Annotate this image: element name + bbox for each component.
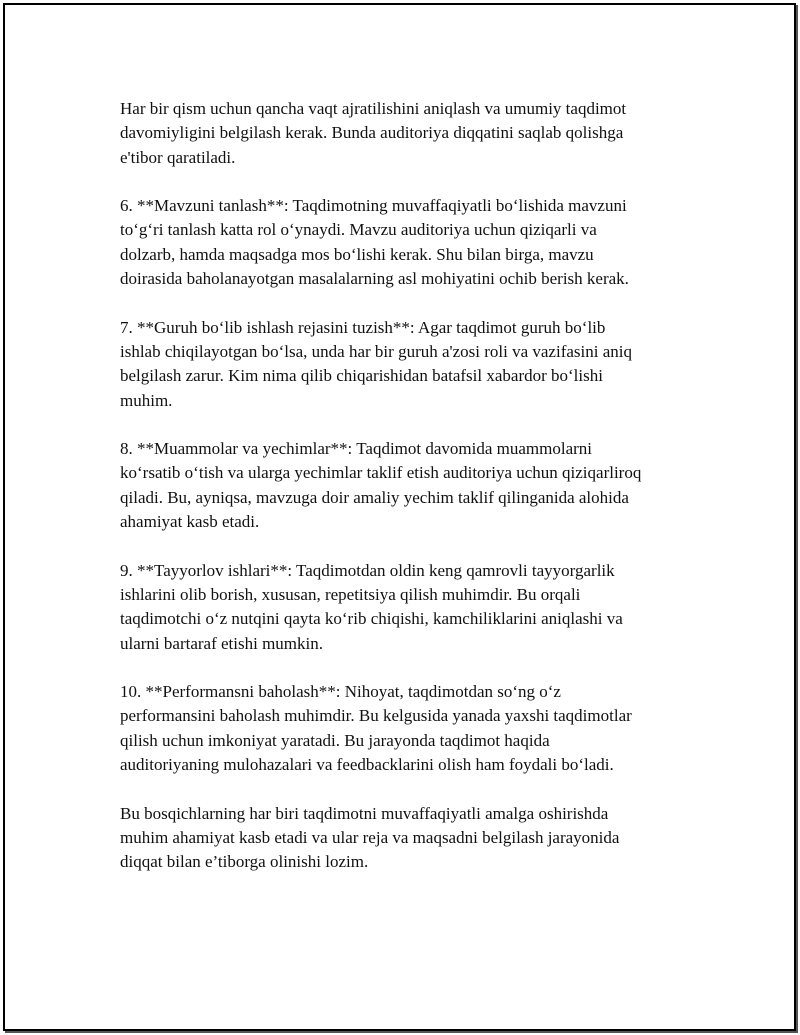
paragraph-intro: Har bir qism uchun qancha vaqt ajratilishini aniqlash va umumiy taqdimot davomiyligini belgilash kerak. Bunda auditoriya diqqatini saqlab qolishga e'tibor qaratiladi.: [120, 99, 627, 167]
paragraph-problems-solutions: 8. **Muammolar va yechimlar**: Taqdimot davomida muammolarni ko‘rsatib o‘tish va ularga yechimlar taklif etish auditoriya uchun qiziqarliroq qiladi. Bu, ayniqsa, mavzuga doir amaliy yechim taklif qilinganida alohida ahamiyat kasb etadi.: [120, 439, 642, 532]
paragraph-topic-selection: 6. **Mavzuni tanlash**: Taqdimotning muvaffaqiyatli bo‘lishida mavzuni to‘g‘ri tanlash katta rol o‘ynaydi. Mavzu auditoriya uchun qiziqarli va dolzarb, hamda maqsadga mos bo‘lishi kerak. Shu bilan birga, mavzu doirasida baholanayotgan masalalarning asl mohiyatini ochib berish kerak.: [120, 196, 629, 289]
page-frame: [3, 3, 796, 1031]
paragraph-group-plan: 7. **Guruh bo‘lib ishlash rejasini tuzish**: Agar taqdimot guruh bo‘lib ishlab chiqilayotgan bo‘lsa, unda har bir guruh a'zosi roli va vazifasini aniq belgilash zarur. Kim nima qilib chiqarishidan batafsil xabardor bo‘lishi muhim.: [120, 317, 632, 410]
paragraph-performance-evaluation: 10. **Performansni baholash**: Nihoyat, taqdimotdan so‘ng o‘z performansini baholash muhimdir. Bu kelgusida yanada yaxshi taqdimotlar qilish uchun imkoniyat yaratadi. Bu jarayonda taqdimot haqida auditoriyaning mulohazalari va feedbacklarini olish ham foydali bo‘ladi.: [120, 682, 632, 775]
document-body: [120, 97, 680, 899]
paragraph-conclusion: Bu bosqichlarning har biri taqdimotni muvaffaqiyatli amalga oshirishda muhim ahamiyat kasb etadi va ular reja va maqsadni belgilash jarayonida diqqat bilan e’tiborga olinishi lozim.: [120, 803, 620, 872]
paragraph-preparation: 9. **Tayyorlov ishlari**: Taqdimotdan oldin keng qamrovli tayyorgarlik ishlarini olib borish, xususan, repetitsiya qilish muhimdir. Bu orqali taqdimotchi o‘z nutqini qayta ko‘rib chiqishi, kamchiliklarini aniqlashi va ularni bartaraf etishi mumkin.: [120, 560, 623, 653]
